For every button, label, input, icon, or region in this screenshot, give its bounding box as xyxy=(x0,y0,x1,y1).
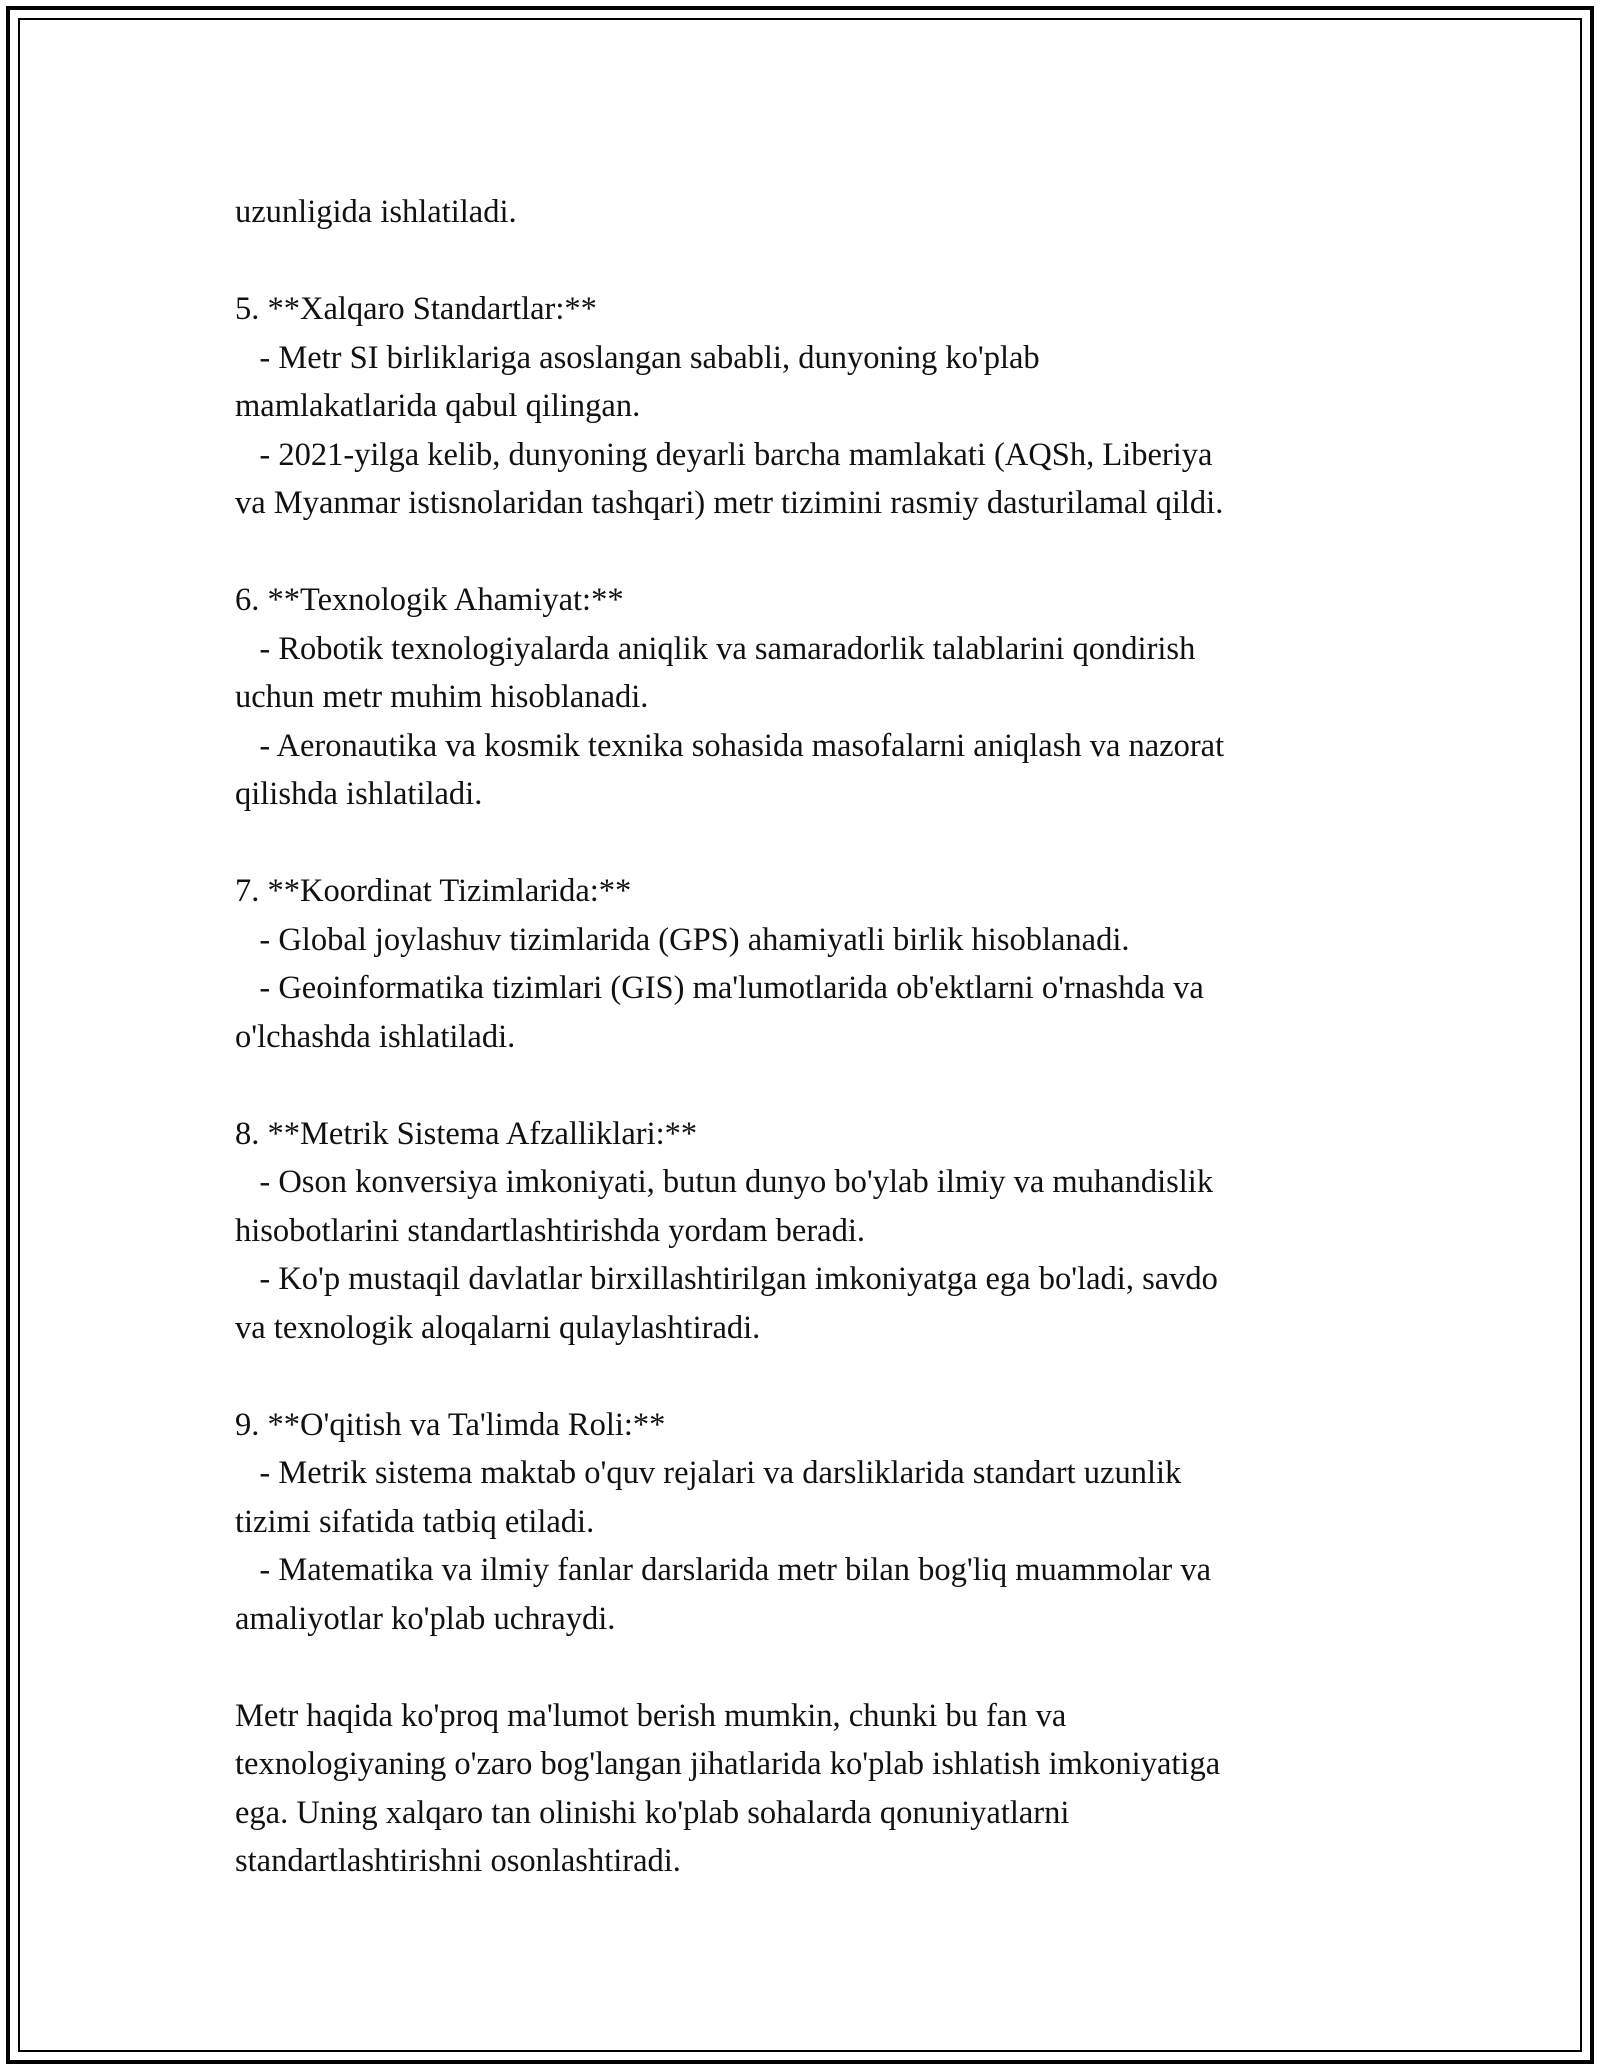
section-line: tizimi sifatida tatbiq etiladi. xyxy=(235,1503,595,1540)
section-line: va Myanmar istisnolaridan tashqari) metr tizimini rasmiy dasturilamal qildi. xyxy=(235,485,1224,521)
closing-paragraph xyxy=(235,1692,1415,1886)
section-6 xyxy=(235,576,1415,819)
closing-line: texnologiyaning o'zaro bog'langan jihatlarida ko'plab ishlatish imkoniyatiga xyxy=(235,1746,1221,1782)
section-line: - Global joylashuv tizimlarida (GPS) ahamiyatli birlik hisoblanadi. xyxy=(235,921,1130,958)
section-line: - Ko'p mustaqil davlatlar birxillashtirilgan imkoniyatga ega bo'ladi, savdo xyxy=(235,1261,1218,1297)
section-line: hisobotlarini standartlashtirishda yordam beradi. xyxy=(235,1212,865,1249)
section-heading: 7. **Koordinat Tizimlarida:** xyxy=(235,873,632,909)
paragraph-gap xyxy=(235,819,1415,868)
section-line: - Oson konversiya imkoniyati, butun dunyo bo'ylab ilmiy va muhandislik xyxy=(235,1164,1214,1200)
section-heading: 6. **Texnologik Ahamiyat:** xyxy=(235,582,624,618)
paragraph-gap xyxy=(235,1643,1415,1692)
closing-line: standartlashtirishni osonlashtiradi. xyxy=(235,1843,681,1879)
section-7 xyxy=(235,867,1415,1061)
document-body xyxy=(235,188,1415,1886)
section-heading: 5. **Xalqaro Standartlar:** xyxy=(235,291,597,327)
section-line: mamlakatlarida qabul qilingan. xyxy=(235,388,641,424)
section-line: uchun metr muhim hisoblanadi. xyxy=(235,679,649,715)
paragraph-gap xyxy=(235,1352,1415,1401)
section-heading: 9. **O'qitish va Ta'limda Roli:** xyxy=(235,1406,666,1443)
section-line: - Aeronautika va kosmik texnika sohasida masofalarni aniqlash va nazorat xyxy=(235,727,1225,764)
section-5 xyxy=(235,285,1415,528)
paragraph-gap xyxy=(235,1061,1415,1110)
section-heading: 8. **Metrik Sistema Afzalliklari:** xyxy=(235,1115,698,1152)
section-line: va texnologik aloqalarni qulaylashtiradi. xyxy=(235,1309,761,1346)
paragraph-gap xyxy=(235,528,1415,577)
section-line: o'lchashda ishlatiladi. xyxy=(235,1018,516,1055)
section-line: qilishda ishlatiladi. xyxy=(235,776,483,812)
closing-line: ega. Uning xalqaro tan olinishi ko'plab sohalarda qonuniyatlarni xyxy=(235,1794,1070,1831)
section-line: - Geoinformatika tizimlari (GIS) ma'lumotlarida ob'ektlarni o'rnashda va xyxy=(235,970,1204,1006)
section-9 xyxy=(235,1401,1415,1644)
section-line: - Metrik sistema maktab o'quv rejalari va darsliklarida standart uzunlik xyxy=(235,1455,1182,1491)
section-line: amaliyotlar ko'plab uchraydi. xyxy=(235,1600,616,1637)
closing-line: Metr haqida ko'proq ma'lumot berish mumkin, chunki bu fan va xyxy=(235,1697,1067,1734)
section-line: - Metr SI birliklariga asoslangan sababli, dunyoning ko'plab xyxy=(235,339,1040,376)
section-8 xyxy=(235,1110,1415,1353)
section-line: - Robotik texnologiyalarda aniqlik va samaradorlik talablarini qondirish xyxy=(235,630,1196,667)
section-line: - 2021-yilga kelib, dunyoning deyarli barcha mamlakati (AQSh, Liberiya xyxy=(235,436,1213,473)
section-line: - Matematika va ilmiy fanlar darslarida metr bilan bog'liq muammolar va xyxy=(235,1552,1212,1588)
paragraph-gap xyxy=(235,237,1415,286)
opening-line: uzunligida ishlatiladi. xyxy=(235,194,517,230)
